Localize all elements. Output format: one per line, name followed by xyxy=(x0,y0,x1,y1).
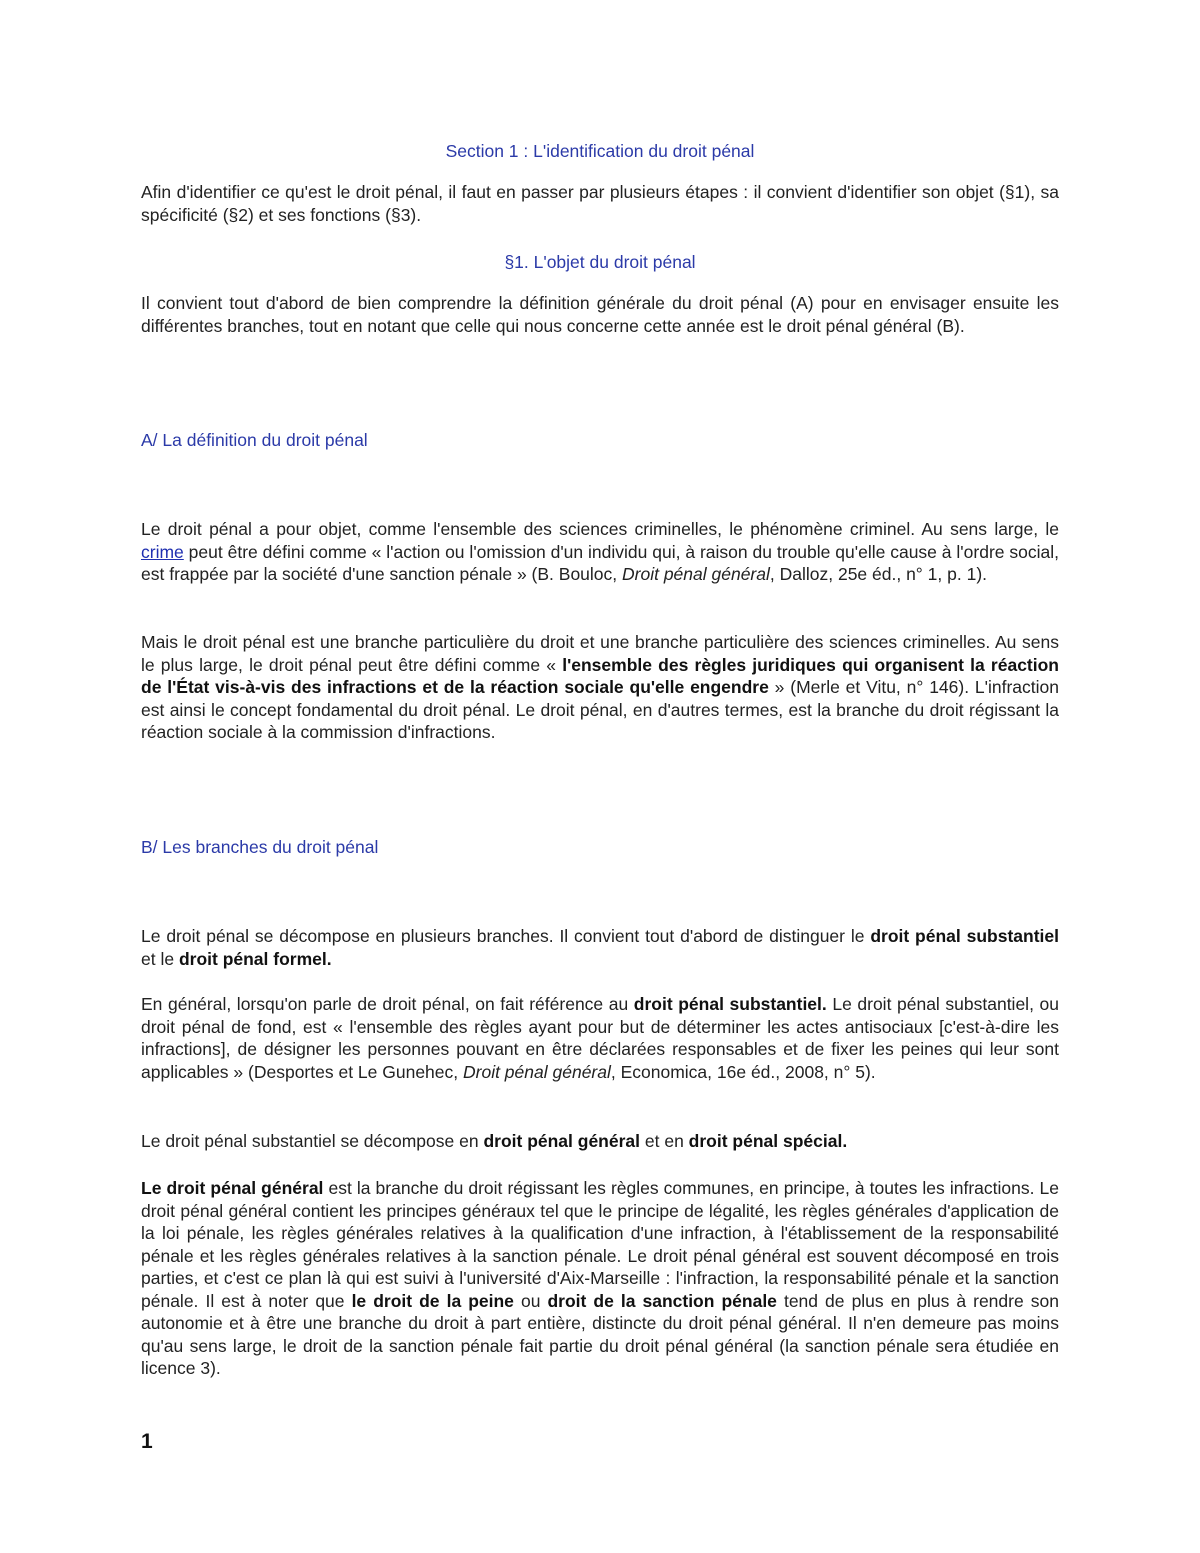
section-title-block xyxy=(141,140,1059,163)
part-a-paragraph-2 xyxy=(141,631,1059,744)
part-b-paragraph-3 xyxy=(141,1130,1059,1153)
bold-term: droit pénal général xyxy=(483,1131,641,1151)
part-b-heading: B/ Les branches du droit pénal xyxy=(141,837,379,857)
text-run: , Economica, 16e éd., 2008, n° 5). xyxy=(610,1061,876,1082)
intro-paragraph: Afin d'identifier ce qu'est le droit pénal, il faut en passer par plusieurs étapes : il convient d'identifier son objet (§1), sa spécificité (§2) et ses fonctions (§3). xyxy=(141,182,1059,225)
bold-term: droit de la sanction pénale xyxy=(547,1290,777,1311)
text-run: peut être défini comme « l'action ou l'omission d'un individu qui, à raison du trouble qu'elle cause à l'ordre social, est frappée par la société d'une sanction pénale » (B. Bouloc, xyxy=(141,541,1059,584)
section-title: Section 1 : L'identification du droit pénal xyxy=(445,141,755,161)
text-run: » (Merle et Vitu, n° 146). L'infraction est ainsi le concept fondamental du droit pénal. Le droit pénal, en d'autres termes, est la branche du droit régissant la réaction sociale à la commission d'infractions. xyxy=(141,677,1059,742)
crime-link[interactable]: crime xyxy=(141,541,184,562)
italic-citation: Droit pénal général xyxy=(463,1061,611,1082)
text-run: Le droit pénal substantiel se décompose en xyxy=(141,1131,484,1151)
subsection-intro-block xyxy=(141,292,1059,337)
bold-term: droit pénal spécial. xyxy=(688,1131,848,1151)
part-b-heading-block xyxy=(141,836,1059,859)
bold-term: droit pénal substantiel xyxy=(870,926,1059,946)
part-a-heading: A/ La définition du droit pénal xyxy=(141,430,368,450)
page-number: 1 xyxy=(141,1430,153,1453)
text-run: Mais le droit pénal est une branche particulière du droit et une branche particulière des sciences criminelles. Au sens le plus large, le droit pénal peut être défini comme « xyxy=(141,632,1059,675)
subsection-title-block xyxy=(141,251,1059,274)
part-a-p1-block xyxy=(141,518,1059,586)
bold-term: droit pénal formel. xyxy=(178,948,332,969)
text-run: et le xyxy=(141,948,179,969)
bold-definition: l'ensemble des règles juridiques qui organisent la réaction de l'État vis-à-vis des infractions et de la réaction sociale qu'elle engendre xyxy=(141,654,1059,697)
text-run: En général, lorsqu'on parle de droit pénal, on fait référence au xyxy=(141,994,634,1014)
text-run: ou xyxy=(513,1290,548,1311)
text-run: Le droit pénal se décompose en plusieurs branches. Il convient tout d'abord de distinguer le xyxy=(141,926,871,946)
subsection-intro-paragraph: Il convient tout d'abord de bien comprendre la définition générale du droit pénal (A) pour en envisager ensuite les différentes branches, tout en notant que celle qui nous concerne cette année est le droit pénal général (B). xyxy=(141,293,1059,336)
text-run: est la branche du droit régissant les règles communes, en principe, à toutes les infractions. Le droit pénal général contient les principes généraux tel que le principe de légalité, les règles générales d'application de la loi pénale, les règles générales relatives à la qualification d'une infraction, à l'établissement de la responsabilité pénale et les règles générales relatives à la sanction pénale. Le droit pénal général est souvent décomposé en trois parties, et c'est ce plan là qui est suivi à l'université d'Aix-Marseille : l'infraction, la responsabilité pénale et la sanction pénale. Il est à noter que xyxy=(141,1178,1059,1311)
bold-term: Le droit pénal général xyxy=(141,1178,324,1198)
italic-citation: Droit pénal général xyxy=(622,564,770,584)
part-a-p2-block xyxy=(141,631,1059,744)
text-run: tend de plus en plus à rendre son autonomie et à être une branche du droit à part entière, distincte du droit pénal général. Il n'en demeure pas moins qu'au sens large, le droit de la sanction pénale fait partie du droit pénal général (la sanction pénale sera étudiée en licence 3). xyxy=(141,1290,1059,1378)
bold-term: le droit de la peine xyxy=(351,1290,514,1311)
subsection-title: §1. L'objet du droit pénal xyxy=(504,252,696,272)
intro-block xyxy=(141,181,1059,226)
text-run: Le droit pénal substantiel, ou droit pénal de fond, est « l'ensemble des règles ayant pour but de déterminer les actes antisociaux [c'est-à-dire les infractions], de désigner les personnes pouvant en être déclarées responsables et de fixer les peines qui leur sont applicables » (Desportes et Le Gunehec, xyxy=(141,994,1059,1082)
bold-term: droit pénal substantiel. xyxy=(633,994,827,1014)
part-b-p3-block xyxy=(141,1130,1059,1153)
text-run: Le droit pénal a pour objet, comme l'ensemble des sciences criminelles, le phénomène criminel. Au sens large, le xyxy=(141,519,1059,539)
part-b-paragraph-4 xyxy=(141,1177,1059,1380)
part-a-paragraph-1 xyxy=(141,518,1059,586)
part-b-p4-block xyxy=(141,1177,1059,1380)
part-b-p1-block xyxy=(141,925,1059,970)
part-b-paragraph-2 xyxy=(141,993,1059,1083)
part-a-heading-block xyxy=(141,429,1059,452)
text-run: et en xyxy=(640,1131,689,1151)
text-run: , Dalloz, 25e éd., n° 1, p. 1). xyxy=(769,564,988,584)
part-b-p2-block xyxy=(141,993,1059,1083)
part-b-paragraph-1 xyxy=(141,925,1059,970)
